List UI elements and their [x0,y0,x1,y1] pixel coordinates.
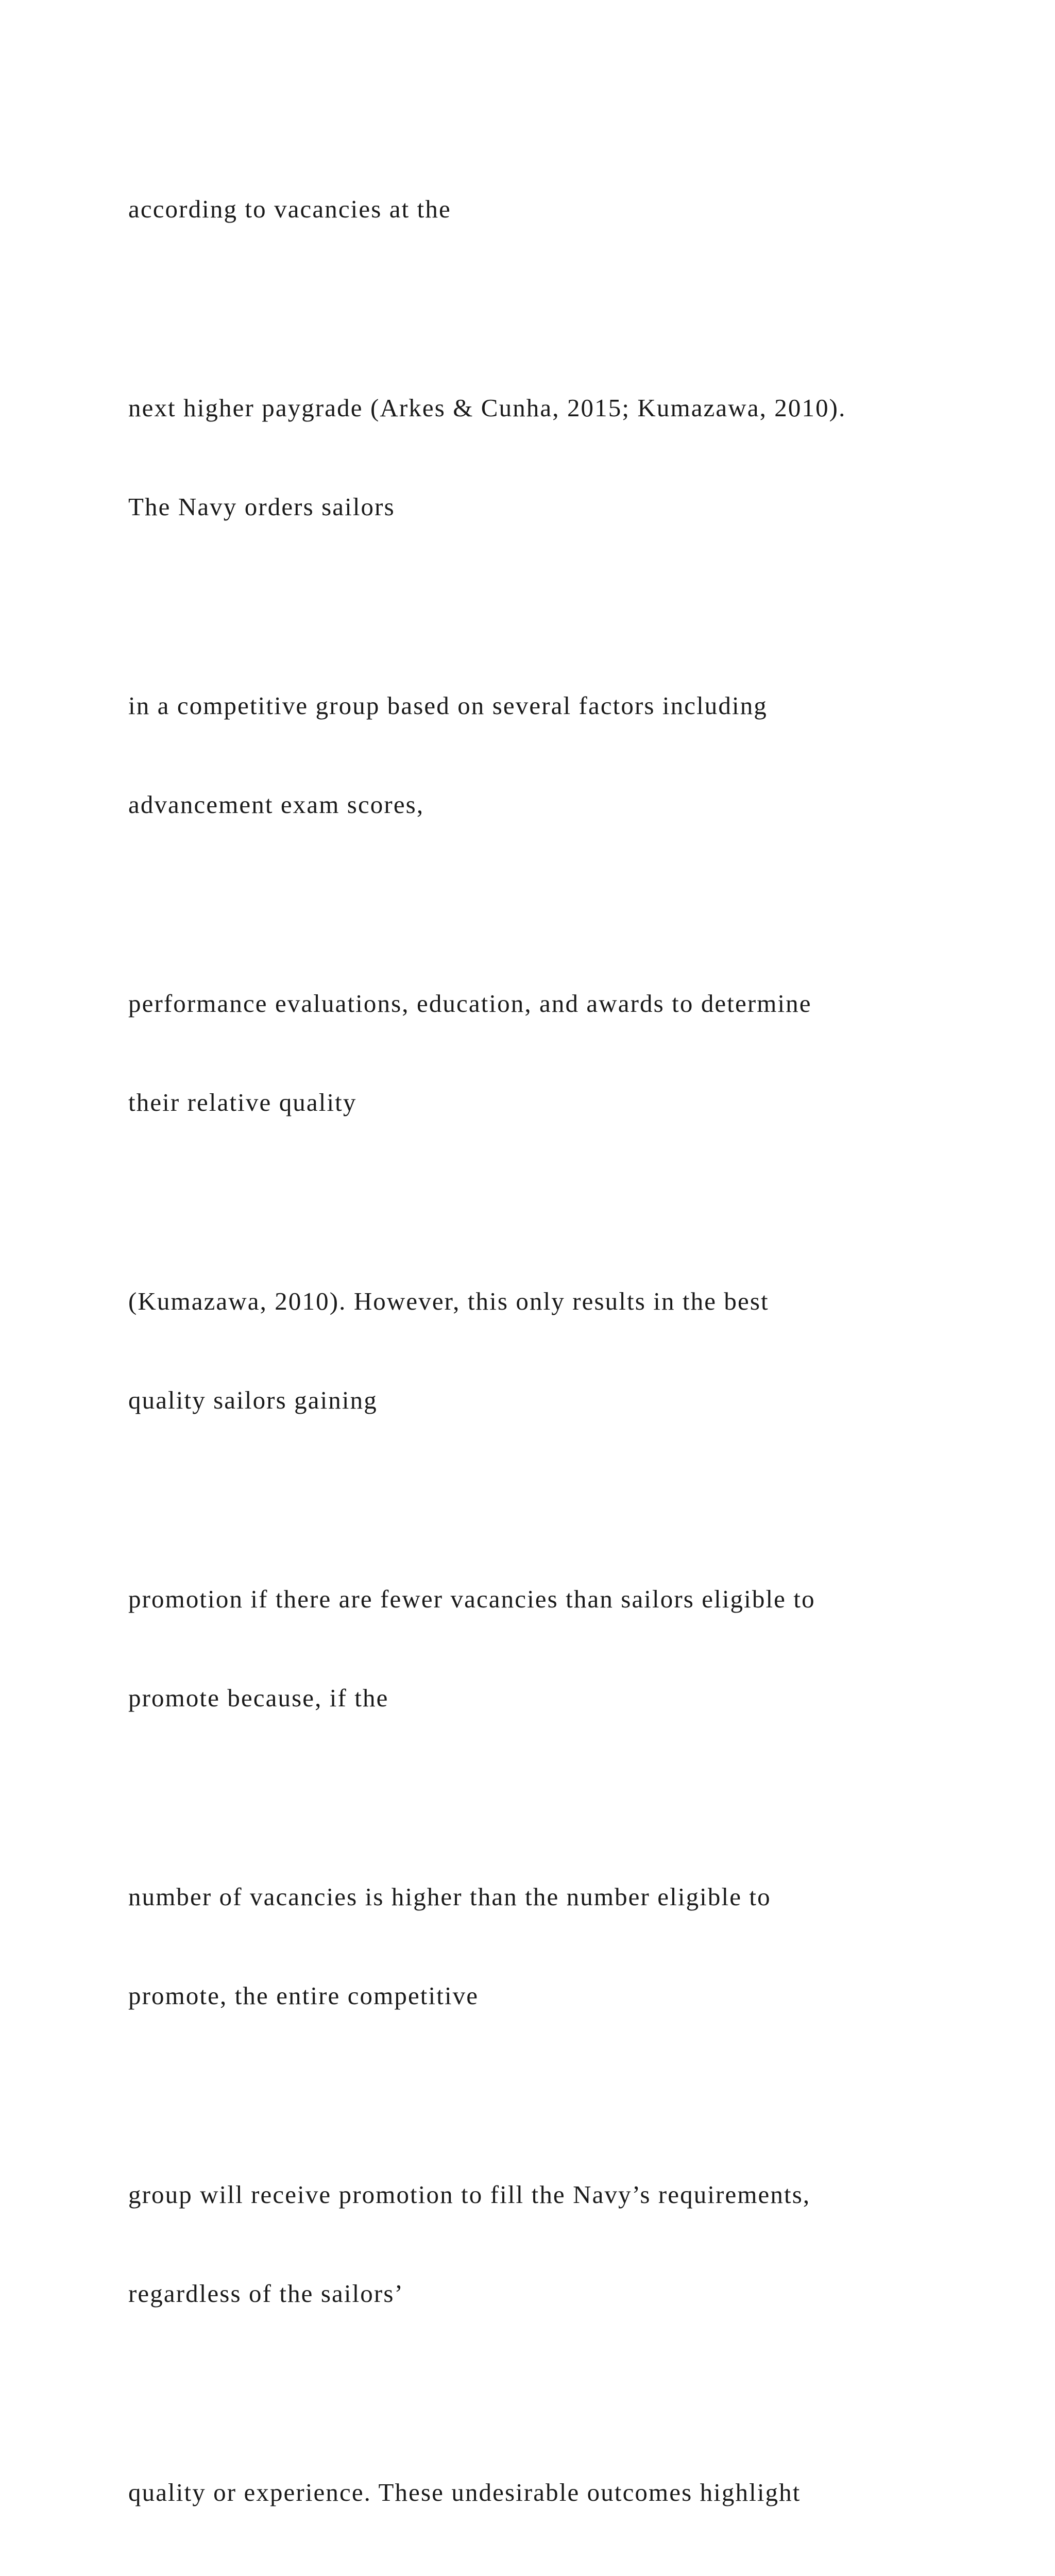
text-line: quality sailors gaining [128,1386,378,1414]
paragraph [128,2410,1004,2576]
paragraph [128,921,1004,1185]
text-line: promotion if there are fewer vacancies than sailors eligible to [128,1585,815,1613]
body-text [128,127,1004,2576]
text-line: quality or experience. These undesirable outcomes highlight [128,2478,801,2506]
text-line: next higher paygrade (Arkes & Cunha, 2015; Kumazawa, 2010). [128,394,846,422]
text-line: promote because, if the [128,1684,389,1712]
text-line: promote, the entire competitive [128,1981,479,2010]
paragraph [128,1517,1004,1781]
paragraph [128,326,1004,589]
text-line: according to vacancies at the [128,195,451,223]
text-line: The Navy orders sailors [128,493,395,521]
text-line: number of vacancies is higher than the number eligible to [128,1883,771,1911]
text-line: (Kumazawa, 2010). However, this only results in the best [128,1287,769,1315]
text-line: their relative quality [128,1088,357,1116]
paragraph [128,623,1004,887]
paragraph [128,127,1004,292]
paragraph [128,2112,1004,2376]
text-line [128,2575,1004,2576]
paragraph [128,1219,1004,1483]
text-line: group will receive promotion to fill the Navy’s requirements, [128,2180,811,2209]
text-line: performance evaluations, education, and awards to determine [128,989,812,1018]
text-line: in a competitive group based on several factors including [128,691,768,720]
text-line: regardless of the sailors’ [128,2279,404,2308]
text-line: advancement exam scores, [128,790,424,819]
paragraph [128,1815,1004,2078]
